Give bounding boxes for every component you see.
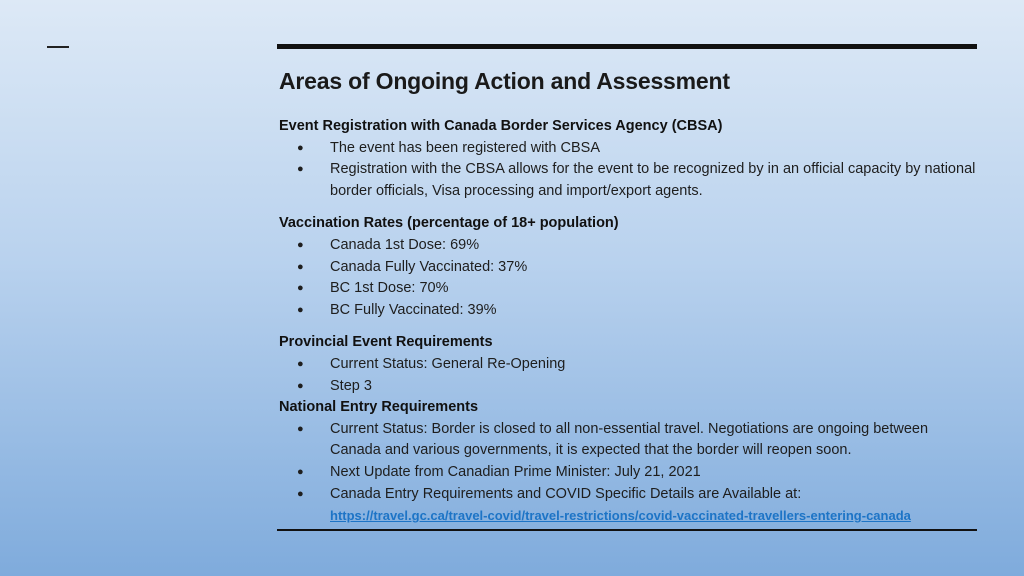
entry-requirements-link[interactable]: https://travel.gc.ca/travel-covid/travel-restrictions/covid-vaccinated-travellers-entering-canada — [330, 508, 911, 524]
top-rule — [277, 44, 977, 49]
list-item: ● Step 3 — [279, 376, 979, 398]
list-item: ● BC 1st Dose: 70% — [279, 278, 979, 300]
bullet-icon: ● — [297, 487, 304, 500]
section-heading: National Entry Requirements — [279, 399, 479, 416]
bullet-icon: ● — [297, 141, 304, 154]
section-heading: Vaccination Rates (percentage of 18+ population) — [279, 215, 619, 232]
slide-content — [279, 116, 979, 528]
list-item: ● Registration with the CBSA allows for the event to be recognized by in an official capacity by national border officials, Visa processing and import/export agents. — [297, 161, 976, 199]
bullet-list — [279, 419, 979, 528]
list-item: ● Canada Entry Requirements and COVID Specific Details are Available at: https://travel.gc.ca/travel-covid/travel-restrictions/covid-vaccinated-travellers-entering-canada — [297, 485, 911, 524]
section-provincial — [279, 332, 979, 397]
list-item: ● Next Update from Canadian Prime Minister: July 21, 2021 — [279, 462, 979, 484]
section-national — [279, 397, 979, 528]
bottom-rule — [277, 529, 977, 531]
list-item: ● Canada 1st Dose: 69% — [279, 235, 979, 257]
list-item: ● Canada Fully Vaccinated: 37% — [279, 257, 979, 279]
bullet-icon: ● — [297, 163, 304, 176]
bullet-icon: ● — [297, 379, 304, 392]
bullet-list — [279, 138, 979, 203]
slide-title: Areas of Ongoing Action and Assessment — [279, 68, 730, 94]
bullet-list — [279, 235, 979, 321]
list-item: ● The event has been registered with CBSA — [279, 138, 979, 160]
section-heading: Event Registration with Canada Border Services Agency (CBSA) — [279, 118, 723, 134]
bullet-icon: ● — [297, 465, 304, 478]
corner-dash — [47, 46, 69, 48]
bullet-icon: ● — [297, 238, 304, 251]
bullet-icon: ● — [297, 260, 304, 273]
list-item: ● Current Status: Border is closed to all non-essential travel. Negotiations are ongoing between Canada and various governments, it is expected that the border will reopen soon. — [297, 420, 929, 459]
section-cbsa — [279, 116, 979, 202]
bullet-icon: ● — [297, 303, 304, 316]
bullet-icon: ● — [297, 282, 304, 295]
bullet-icon: ● — [297, 357, 304, 370]
section-vaccination — [279, 213, 979, 321]
list-item: ● BC Fully Vaccinated: 39% — [279, 300, 979, 322]
list-item: ● Current Status: General Re-Opening — [279, 354, 979, 376]
bullet-icon: ● — [297, 422, 304, 435]
bullet-list — [279, 354, 979, 397]
section-heading: Provincial Event Requirements — [279, 334, 493, 351]
